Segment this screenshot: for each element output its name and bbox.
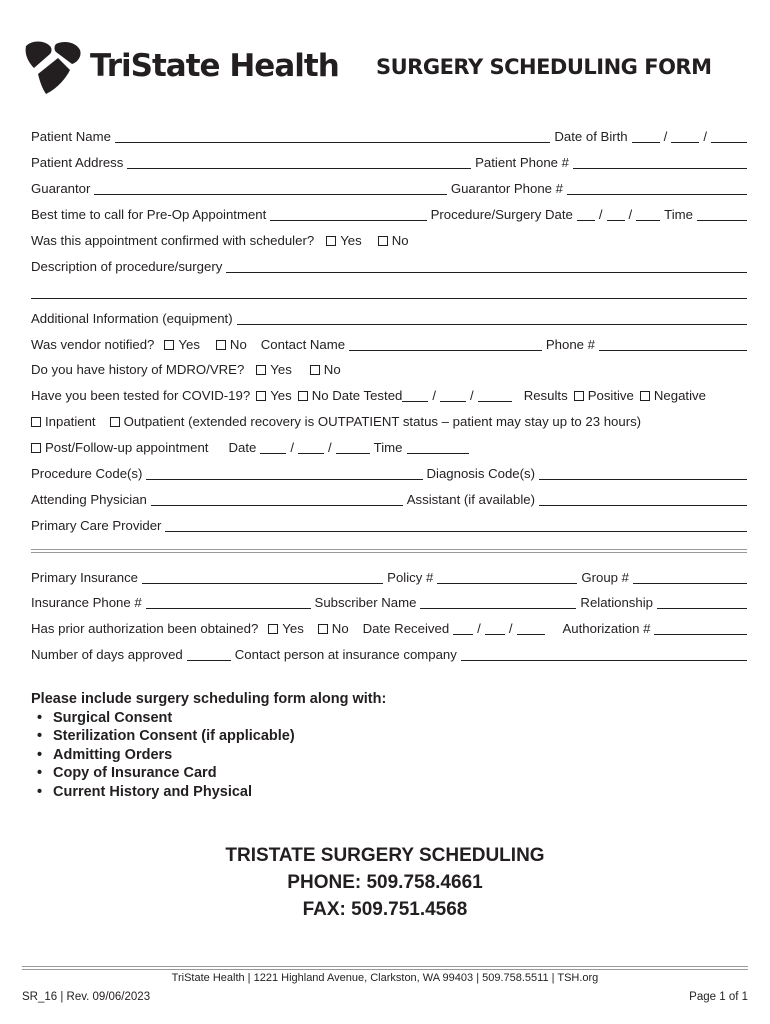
contact-person-label: Contact person at insurance company [234,647,457,662]
patient-phone-label: Patient Phone # [475,155,569,170]
list-item: • Admitting Orders [31,746,386,765]
postfollow-row [31,438,747,458]
assistant-field[interactable] [539,493,747,506]
guarantor-phone-label: Guarantor Phone # [450,181,563,196]
postfollow-date-day[interactable] [298,441,324,454]
list-item: • Surgical Consent [31,709,386,728]
negative-label: Negative [653,388,706,403]
physician-row [31,490,747,510]
confirmed-label: Was this appointment confirmed with scheduler? [31,233,315,248]
additional-info-row [31,309,747,329]
outpatient-checkbox[interactable] [110,417,120,427]
tristate-logo-icon [22,38,82,96]
insurance-phone-row [31,593,747,613]
procedure-date-day[interactable] [607,208,625,221]
logo-text: TriState Health [90,48,339,84]
dob-label: Date of Birth [554,129,628,144]
insurance-phone-label: Insurance Phone # [31,595,142,610]
vendor-phone-label: Phone # [545,337,595,352]
prior-auth-row [31,619,747,639]
postfollow-date-slash-2: / [328,440,332,455]
inpatient-label: Inpatient [45,414,96,429]
description-label: Description of procedure/surgery [31,259,223,274]
time-label: Time [664,207,693,222]
vendor-no-checkbox[interactable] [216,340,226,350]
policy-label: Policy # [387,570,434,585]
description-row [31,257,747,277]
covid-date-year[interactable] [478,389,512,402]
additional-info-field[interactable] [237,312,747,325]
relationship-label: Relationship [580,595,653,610]
procedure-time-field[interactable] [697,208,747,221]
procedure-date-slash-2: / [628,207,633,222]
date-received-year[interactable] [517,622,545,635]
patient-name-row [31,127,747,147]
footer-page-number: Page 1 of 1 [689,991,748,1003]
confirmed-row [31,231,747,251]
confirmed-yes-checkbox[interactable] [326,236,336,246]
covid-no-date-label: No Date Tested [311,388,403,403]
list-item: • Sterilization Consent (if applicable) [31,727,386,746]
days-approved-field[interactable] [187,648,231,661]
pcp-field[interactable] [165,519,747,532]
dob-year-field[interactable] [711,130,747,143]
postfollow-time-field[interactable] [407,441,469,454]
policy-field[interactable] [437,571,577,584]
prior-auth-no-checkbox[interactable] [318,624,328,634]
covid-row [31,386,747,406]
patient-phone-field[interactable] [573,156,747,169]
insurance-phone-field[interactable] [146,596,311,609]
postfollow-date-slash-1: / [290,440,294,455]
pcp-label: Primary Care Provider [31,518,162,533]
confirmed-no-checkbox[interactable] [378,236,388,246]
covid-yes-checkbox[interactable] [256,391,266,401]
mdro-label: Do you have history of MDRO/VRE? [31,362,245,377]
contact-fax: FAX: 509.751.4568 [302,899,468,920]
mdro-no-label: No [323,362,341,377]
prior-auth-yes-label: Yes [282,621,304,636]
guarantor-label: Guarantor [31,181,91,196]
list-item: • Copy of Insurance Card [31,764,386,783]
patient-status-row [31,412,747,432]
date-received-day[interactable] [485,622,505,635]
positive-label: Positive [587,388,634,403]
days-approved-label: Number of days approved [31,647,183,662]
attending-field[interactable] [151,493,403,506]
contact-title: TRISTATE SURGERY SCHEDULING [225,845,545,866]
group-field[interactable] [633,571,747,584]
covid-label: Have you been tested for COVID-19? [31,388,251,403]
mdro-row [31,360,747,380]
dob-month-field[interactable] [632,130,660,143]
description-field-2[interactable] [31,286,747,299]
date-received-slash-2: / [508,621,513,636]
procedure-date-year[interactable] [636,208,660,221]
outpatient-label: Outpatient (extended recovery is OUTPATIENT status – patient may stay up to 23 hours) [123,414,642,429]
patient-address-row [31,153,747,173]
footer-address: TriState Health | 1221 Highland Avenue, Clarkston, WA 99403 | 509.758.5511 | TSH.org [171,972,599,984]
days-approved-row [31,645,747,665]
results-label: Results [523,388,568,403]
assistant-label: Assistant (if available) [406,492,535,507]
best-time-field[interactable] [270,208,426,221]
instructions-block [31,690,386,801]
description-row-2 [31,283,747,303]
postfollow-date-month[interactable] [260,441,286,454]
group-label: Group # [581,570,629,585]
positive-checkbox[interactable] [574,391,584,401]
vendor-label: Was vendor notified? [31,337,155,352]
mdro-no-checkbox[interactable] [310,365,320,375]
covid-date-day[interactable] [440,389,466,402]
vendor-yes-checkbox[interactable] [164,340,174,350]
postfollow-checkbox[interactable] [31,443,41,453]
negative-checkbox[interactable] [640,391,650,401]
subscriber-field[interactable] [420,596,576,609]
covid-date-slash-1: / [432,388,437,403]
postfollow-time-label: Time [373,440,403,455]
relationship-field[interactable] [657,596,747,609]
prior-auth-label: Has prior authorization been obtained? [31,621,259,636]
vendor-yes-label: Yes [178,337,200,352]
codes-row [31,464,747,484]
procedure-date-label: Procedure/Surgery Date [430,207,573,222]
postfollow-label: Post/Follow-up appointment [45,440,209,455]
primary-insurance-row [31,568,747,588]
dob-slash-1: / [663,129,668,144]
covid-no-checkbox[interactable] [298,391,308,401]
instructions-list [31,709,386,802]
patient-name-field[interactable] [115,130,550,143]
diagnosis-codes-label: Diagnosis Code(s) [426,466,535,481]
dob-slash-2: / [703,129,707,144]
best-time-row [31,205,747,225]
form-title: SURGERY SCHEDULING FORM [376,55,712,79]
contact-phone: PHONE: 509.758.4661 [287,872,483,893]
covid-yes-label: Yes [270,388,292,403]
best-time-label: Best time to call for Pre-Op Appointment [31,207,267,222]
contact-name-field[interactable] [349,338,542,351]
instructions-heading: Please include surgery scheduling form along with: [31,691,387,707]
date-received-slash-1: / [477,621,481,636]
covid-date-month[interactable] [402,389,428,402]
patient-name-label: Patient Name [31,129,111,144]
mdro-yes-label: Yes [270,362,292,377]
procedure-date-month[interactable] [577,208,595,221]
attending-label: Attending Physician [31,492,147,507]
vendor-row [31,335,747,355]
pcp-row [31,516,747,536]
mdro-yes-checkbox[interactable] [256,365,266,375]
patient-address-label: Patient Address [31,155,124,170]
postfollow-date-label: Date [228,440,257,455]
guarantor-row [31,179,747,199]
procedure-date-slash-1: / [598,207,603,222]
procedure-codes-label: Procedure Code(s) [31,466,143,481]
contact-block [0,842,770,923]
vendor-phone-field[interactable] [599,338,747,351]
dob-day-field[interactable] [671,130,699,143]
prior-auth-no-label: No [331,621,349,636]
contact-name-label: Contact Name [260,337,346,352]
guarantor-field[interactable] [94,182,446,195]
auth-number-label: Authorization # [562,621,651,636]
footer-divider [22,966,748,970]
additional-info-label: Additional Information (equipment) [31,311,233,326]
date-received-label: Date Received [362,621,450,636]
description-field[interactable] [226,260,747,273]
subscriber-label: Subscriber Name [314,595,417,610]
contact-person-field[interactable] [461,648,747,661]
primary-insurance-label: Primary Insurance [31,570,139,585]
footer-form-code: SR_16 | Rev. 09/06/2023 [22,991,151,1003]
primary-insurance-field[interactable] [142,571,383,584]
confirmed-yes-label: Yes [340,233,362,248]
date-received-month[interactable] [453,622,473,635]
diagnosis-codes-field[interactable] [539,467,747,480]
inpatient-checkbox[interactable] [31,417,41,427]
confirmed-no-label: No [391,233,409,248]
prior-auth-yes-checkbox[interactable] [268,624,278,634]
procedure-codes-field[interactable] [146,467,422,480]
patient-address-field[interactable] [127,156,471,169]
vendor-no-label: No [229,337,247,352]
guarantor-phone-field[interactable] [567,182,747,195]
section-divider [31,549,747,553]
list-item: • Current History and Physical [31,783,386,802]
auth-number-field[interactable] [654,622,747,635]
postfollow-date-year[interactable] [336,441,370,454]
covid-date-slash-2: / [470,388,474,403]
header [22,38,752,98]
